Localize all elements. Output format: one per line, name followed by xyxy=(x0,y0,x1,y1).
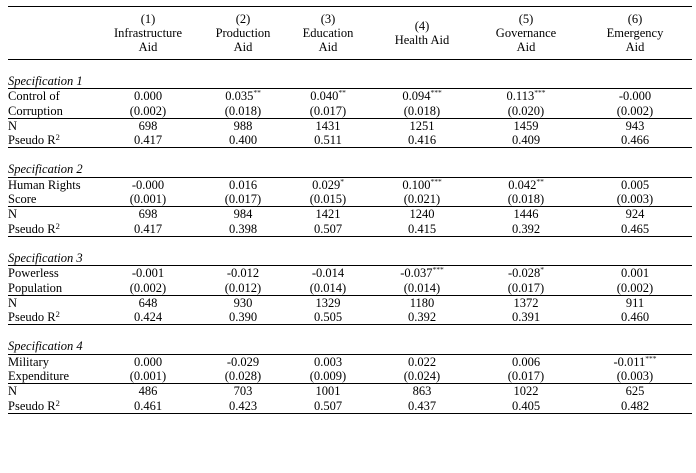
column-name: Governance xyxy=(495,25,557,40)
pseudo-r2-cell: 0.507 xyxy=(286,399,370,414)
variable-label-line2: Expenditure xyxy=(8,369,96,384)
observations-label: N xyxy=(8,384,18,399)
standard-error-cell: (0.002) xyxy=(578,104,692,119)
column-number: (4) xyxy=(414,18,430,33)
significance-stars: ** xyxy=(536,176,544,186)
significance-stars: *** xyxy=(430,88,442,98)
coefficient-value: 0.000 xyxy=(133,354,163,369)
coefficient-value: 0.040 xyxy=(310,89,339,104)
pseudo-r2-label-text: Pseudo R xyxy=(8,133,56,148)
column-number: (3) xyxy=(320,11,336,26)
standard-error-cell: (0.017) xyxy=(286,104,370,119)
pseudo-r2-cell: 0.409 xyxy=(474,133,578,148)
specification-title-row xyxy=(8,162,692,177)
coefficient-value: -0.012 xyxy=(226,266,260,281)
observations-cell: 984 xyxy=(233,207,253,222)
column-header xyxy=(96,7,200,60)
column-number: (1) xyxy=(140,11,156,26)
standard-error-cell: (0.012) xyxy=(200,281,286,296)
pseudo-r2-cell: 0.482 xyxy=(578,399,692,414)
observations-label: N xyxy=(8,295,18,310)
column-name: Aid xyxy=(516,40,536,55)
observations-cell: 1022 xyxy=(513,384,539,399)
pseudo-r2-cell: 0.460 xyxy=(578,310,692,325)
column-number: (5) xyxy=(518,11,534,26)
pseudo-r2-superscript: 2 xyxy=(55,397,60,408)
coefficient-cell xyxy=(200,354,286,369)
coefficient-cell xyxy=(370,354,474,369)
column-number: (2) xyxy=(235,11,251,26)
coefficient-cell xyxy=(474,354,578,369)
coefficient-cell xyxy=(474,177,578,192)
observations-cell: 486 xyxy=(138,384,158,399)
observations-cell: 930 xyxy=(233,295,253,310)
coefficient-cell xyxy=(200,177,286,192)
pseudo-r2-cell: 0.437 xyxy=(370,399,474,414)
pseudo-r2-superscript: 2 xyxy=(55,132,60,143)
coefficient-cell xyxy=(96,266,200,281)
coefficient-value: -0.011 xyxy=(613,354,646,369)
standard-error-row xyxy=(8,369,692,384)
specification-title: Specification 1 xyxy=(8,74,692,89)
pseudo-r2-label-text: Pseudo R xyxy=(8,221,56,236)
coefficient-value: 0.035 xyxy=(225,89,254,104)
standard-error-cell: (0.015) xyxy=(286,192,370,207)
spacer-cell xyxy=(8,236,692,251)
observations-cell: 988 xyxy=(233,118,253,133)
pseudo-r2-cell: 0.415 xyxy=(370,222,474,237)
pseudo-r2-superscript: 2 xyxy=(55,309,60,320)
spacer-row xyxy=(8,60,692,75)
pseudo-r2-row xyxy=(8,310,692,325)
pseudo-r2-label xyxy=(8,310,96,325)
observations-cell: 1431 xyxy=(315,118,341,133)
observations-cell: 698 xyxy=(138,207,158,222)
observations-cell: 625 xyxy=(625,384,645,399)
column-header xyxy=(370,7,474,60)
observations-cell: 943 xyxy=(625,118,645,133)
standard-error-row xyxy=(8,281,692,296)
column-name: Emergency xyxy=(606,25,664,40)
coefficient-cell xyxy=(200,266,286,281)
observations-cell: 648 xyxy=(138,295,158,310)
standard-error-cell: (0.014) xyxy=(370,281,474,296)
coefficient-value: 0.000 xyxy=(133,89,163,104)
pseudo-r2-cell: 0.391 xyxy=(474,310,578,325)
pseudo-r2-cell: 0.424 xyxy=(96,310,200,325)
coefficient-value: -0.029 xyxy=(226,354,260,369)
coefficient-value: -0.028 xyxy=(507,266,541,281)
standard-error-cell: (0.024) xyxy=(370,369,474,384)
observations-cell: 911 xyxy=(625,295,645,310)
observations-row xyxy=(8,207,692,222)
standard-error-cell: (0.020) xyxy=(474,104,578,119)
specification-title: Specification 3 xyxy=(8,251,692,266)
coefficient-cell xyxy=(96,177,200,192)
coefficient-row xyxy=(8,266,692,281)
standard-error-cell: (0.028) xyxy=(200,369,286,384)
standard-error-row xyxy=(8,104,692,119)
coefficient-value: 0.042 xyxy=(508,177,537,192)
observations-cell: 1240 xyxy=(409,207,435,222)
observations-cell: 1372 xyxy=(513,295,539,310)
pseudo-r2-cell: 0.398 xyxy=(200,222,286,237)
observations-cell: 1001 xyxy=(315,384,341,399)
coefficient-cell xyxy=(578,266,692,281)
standard-error-cell: (0.017) xyxy=(474,369,578,384)
spacer-cell xyxy=(8,148,692,163)
observations-cell: 1329 xyxy=(315,295,341,310)
variable-label-line2: Population xyxy=(8,281,96,296)
observations-label: N xyxy=(8,118,18,133)
variable-label-line1: Powerless xyxy=(8,266,59,281)
coefficient-cell xyxy=(370,89,474,104)
pseudo-r2-row xyxy=(8,133,692,148)
pseudo-r2-row xyxy=(8,399,692,414)
standard-error-cell: (0.001) xyxy=(96,369,200,384)
variable-label-line1: Human Rights xyxy=(8,177,81,192)
pseudo-r2-superscript: 2 xyxy=(55,220,60,231)
coefficient-value: -0.037 xyxy=(400,266,433,281)
pseudo-r2-cell: 0.461 xyxy=(96,399,200,414)
column-name: Infrastructure xyxy=(113,25,183,40)
coefficient-cell xyxy=(578,89,692,104)
coefficient-row xyxy=(8,354,692,369)
variable-label-line1: Military xyxy=(8,354,49,369)
standard-error-cell: (0.018) xyxy=(200,104,286,119)
coefficient-cell xyxy=(286,177,370,192)
observations-cell: 698 xyxy=(138,118,158,133)
spacer-cell xyxy=(8,325,692,340)
coefficient-cell xyxy=(96,89,200,104)
coefficient-cell xyxy=(286,89,370,104)
observations-cell: 924 xyxy=(625,207,645,222)
pseudo-r2-cell: 0.423 xyxy=(200,399,286,414)
standard-error-row xyxy=(8,192,692,207)
pseudo-r2-cell: 0.466 xyxy=(578,133,692,148)
pseudo-r2-cell: 0.505 xyxy=(286,310,370,325)
pseudo-r2-cell: 0.465 xyxy=(578,222,692,237)
pseudo-r2-cell: 0.417 xyxy=(96,222,200,237)
variable-label-line2: Corruption xyxy=(8,104,96,119)
specification-title-row xyxy=(8,74,692,89)
observations-row xyxy=(8,295,692,310)
observations-cell: 703 xyxy=(233,384,253,399)
specification-title: Specification 2 xyxy=(8,162,692,177)
variable-label-line2: Score xyxy=(8,192,96,207)
specification-title: Specification 4 xyxy=(8,339,692,354)
specification-title-row xyxy=(8,339,692,354)
spacer-cell xyxy=(8,60,692,75)
coefficient-cell xyxy=(474,89,578,104)
column-name: Aid xyxy=(318,40,338,55)
significance-stars: *** xyxy=(430,176,442,186)
standard-error-cell: (0.014) xyxy=(286,281,370,296)
coefficient-cell xyxy=(474,266,578,281)
coefficient-row xyxy=(8,177,692,192)
pseudo-r2-label-text: Pseudo R xyxy=(8,310,56,325)
coefficient-cell xyxy=(96,354,200,369)
coefficient-value: 0.022 xyxy=(407,354,437,369)
observations-cell: 1180 xyxy=(409,295,435,310)
coefficient-value: 0.029 xyxy=(312,177,341,192)
observations-label: N xyxy=(8,207,18,222)
coefficient-value: 0.094 xyxy=(402,89,431,104)
pseudo-r2-cell: 0.400 xyxy=(200,133,286,148)
coefficient-value: -0.000 xyxy=(618,89,652,104)
pseudo-r2-label xyxy=(8,222,96,237)
standard-error-cell: (0.018) xyxy=(370,104,474,119)
standard-error-cell: (0.018) xyxy=(474,192,578,207)
standard-error-cell: (0.002) xyxy=(578,281,692,296)
column-header xyxy=(578,7,692,60)
column-name: Aid xyxy=(138,40,158,55)
column-name: Production xyxy=(215,25,271,40)
coefficient-cell xyxy=(200,89,286,104)
variable-label-line1: Control of xyxy=(8,89,60,104)
significance-stars: *** xyxy=(534,88,546,98)
table-header xyxy=(8,7,692,60)
column-header xyxy=(200,7,286,60)
table-body xyxy=(8,60,692,414)
observations-cell: 863 xyxy=(412,384,432,399)
pseudo-r2-cell: 0.390 xyxy=(200,310,286,325)
significance-stars: * xyxy=(340,176,344,186)
pseudo-r2-cell: 0.392 xyxy=(474,222,578,237)
significance-stars: ** xyxy=(253,88,261,98)
pseudo-r2-cell: 0.392 xyxy=(370,310,474,325)
coefficient-row xyxy=(8,89,692,104)
spacer-row xyxy=(8,148,692,163)
pseudo-r2-cell: 0.511 xyxy=(286,133,370,148)
significance-stars: ** xyxy=(338,88,346,98)
standard-error-cell: (0.002) xyxy=(96,281,200,296)
coefficient-cell xyxy=(286,266,370,281)
column-name: Aid xyxy=(233,40,253,55)
header-row xyxy=(8,7,692,60)
coefficient-value: 0.113 xyxy=(506,89,535,104)
coefficient-value: -0.000 xyxy=(131,177,165,192)
regression-table xyxy=(8,6,692,414)
pseudo-r2-cell: 0.405 xyxy=(474,399,578,414)
observations-cell: 1446 xyxy=(513,207,539,222)
pseudo-r2-cell: 0.416 xyxy=(370,133,474,148)
pseudo-r2-cell: 0.417 xyxy=(96,133,200,148)
coefficient-cell xyxy=(370,266,474,281)
spacer-row xyxy=(8,236,692,251)
pseudo-r2-cell: 0.507 xyxy=(286,222,370,237)
header-empty-cell xyxy=(8,7,96,60)
coefficient-value: 0.005 xyxy=(620,177,650,192)
standard-error-cell: (0.009) xyxy=(286,369,370,384)
pseudo-r2-label xyxy=(8,399,96,414)
observations-cell: 1459 xyxy=(513,118,539,133)
coefficient-cell xyxy=(370,177,474,192)
standard-error-cell: (0.003) xyxy=(578,369,692,384)
coefficient-cell xyxy=(578,177,692,192)
standard-error-cell: (0.001) xyxy=(96,192,200,207)
significance-stars: * xyxy=(540,265,545,275)
coefficient-value: 0.006 xyxy=(511,354,541,369)
coefficient-cell xyxy=(578,354,692,369)
column-header xyxy=(474,7,578,60)
column-name: Health Aid xyxy=(394,33,450,47)
standard-error-cell: (0.021) xyxy=(370,192,474,207)
significance-stars: *** xyxy=(432,265,444,275)
pseudo-r2-row xyxy=(8,222,692,237)
observations-cell: 1421 xyxy=(315,207,341,222)
coefficient-value: -0.014 xyxy=(311,266,345,281)
coefficient-value: 0.003 xyxy=(313,354,343,369)
spacer-row xyxy=(8,325,692,340)
column-name: Education xyxy=(302,25,354,40)
coefficient-value: -0.001 xyxy=(131,266,165,281)
specification-title-row xyxy=(8,251,692,266)
column-header xyxy=(286,7,370,60)
observations-row xyxy=(8,118,692,133)
observations-row xyxy=(8,384,692,399)
column-number: (6) xyxy=(627,11,643,26)
standard-error-cell: (0.017) xyxy=(200,192,286,207)
pseudo-r2-label-text: Pseudo R xyxy=(8,398,56,413)
coefficient-value: 0.100 xyxy=(402,177,431,192)
standard-error-cell: (0.017) xyxy=(474,281,578,296)
coefficient-value: 0.001 xyxy=(620,266,650,281)
significance-stars: *** xyxy=(645,353,657,363)
coefficient-value: 0.016 xyxy=(228,177,258,192)
pseudo-r2-label xyxy=(8,133,96,148)
column-name: Aid xyxy=(625,40,645,55)
standard-error-cell: (0.003) xyxy=(578,192,692,207)
observations-cell: 1251 xyxy=(409,118,435,133)
standard-error-cell: (0.002) xyxy=(96,104,200,119)
coefficient-cell xyxy=(286,354,370,369)
